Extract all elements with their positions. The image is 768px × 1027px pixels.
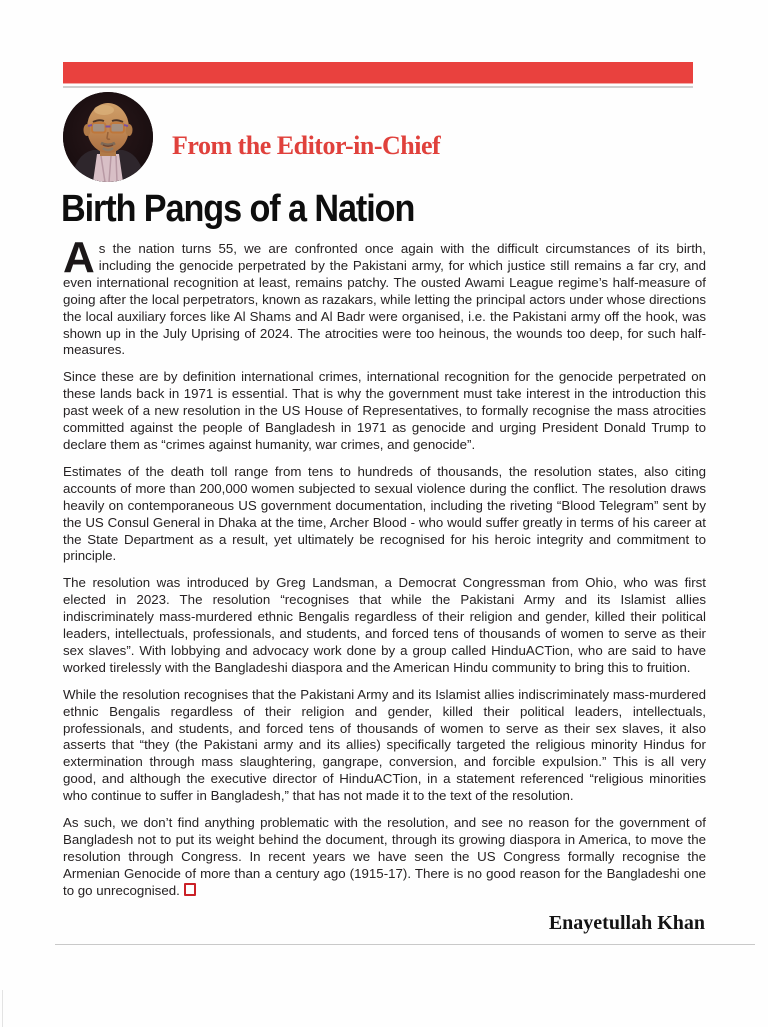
paragraph-1 [63,233,706,359]
paragraph-3: Estimates of the death toll range from tens to hundreds of thousands, the resolution states, also citing accounts of more than 200,000 women subjected to sexual violence during the conflict. The resolution draws heavily on contemporaneous US government documentation, including the riveting “Blood Telegram” sent by the US Consul General in Dhaka at the time, Archer Blood - who would suffer greatly in terms of his career at the State Department as a result, yet ultimately be recognised for his heroic integrity and commitment to principle. [63,463,706,564]
bottom-rule [55,944,755,945]
editor-portrait-photo [63,92,153,182]
editor-portrait-illustration [63,92,153,182]
paragraph-5: While the resolution recognises that the Pakistani Army and its Islamist allies indiscriminately mass-murdered ethnic Bengalis regardless of their religion and gender, killed their political leaders, intellectuals, professionals, and students, and forced tens of thousands of women to serve as their sex slaves, it also asserts that “they (the Pakistani army and its allies) specifically targeted the religious minority Hindus for extermination through mass slaughtering, gangrape, conversion, and forcible expulsion.” This is all very good, and although the executive director of HinduACTion, in a statement referenced “religious minorities who continue to suffer in Bangladesh,” that has not made it to the text of the resolution. [63,686,706,804]
drop-cap: A [63,233,95,282]
paragraph-6 [63,815,706,900]
byline: Enayetullah Khan [548,912,705,934]
page-edge-line [2,990,3,1027]
top-red-bar [63,62,693,84]
article-title: Birth Pangs of a Nation [61,188,415,230]
article-body [63,233,706,910]
end-mark-icon [184,883,196,896]
paragraph-2: Since these are by definition international crimes, international recognition for the genocide perpetrated on these lands back in 1971 is essential. That is why the government must take interest in the introduction this past week of a new resolution in the US House of Representatives, to formally recognise the mass atrocities committed against the people of Bangladesh in 1971 as genocide and urging President Donald Trump to declare them as “crimes against humanity, war crimes, and genocide”. [63,369,706,452]
top-bar-underline [63,86,693,88]
paragraph-1-text: s the nation turns 55, we are confronted once again with the difficult circumstances of its birth, including the genocide perpetrated by the Pakistani army, for which justice still remains a far cry, and even international recognition at least, remains patchy. The ousted Awami League regime’s half-measure of going after the local perpetrators, known as razakars, while letting the principal actors under whose directions the local auxiliary forces like Al Shams and Al Badr were organised, i.e. the Pakistani army off the hook, was shown up in the July Uprising of 2024. The atrocities were too heinous, the wounds too deep, for such half-measures. [63,241,706,358]
section-kicker: From the Editor-in-Chief [172,131,441,160]
paragraph-6-text: As such, we don’t find anything problematic with the resolution, and see no reason for the government of Bangladesh not to put its weight behind the document, through its growing diaspora in America, to move the resolution through Congress. In recent years we have seen the US Congress formally recognise the Armenian Genocide of more than a century ago (1915-17). There is no good reason for the Bangladeshi one to go unrecognised. [63,815,706,898]
paragraph-4: The resolution was introduced by Greg Landsman, a Democrat Congressman from Ohio, who was first elected in 2023. The resolution “recognises that while the Pakistani Army and its Islamist allies indiscriminately mass-murdered ethnic Bengalis regardless of their religion and gender, killed their political leaders, intellectuals, professionals, and students, and forced tens of thousands of women to serve as their sex slaves”. With lobbying and advocacy work done by a group called HinduACTion, who are said to have worked tirelessly with the Bangladeshi diaspora and the American Hindu community to bring this to fruition. [63,575,706,675]
